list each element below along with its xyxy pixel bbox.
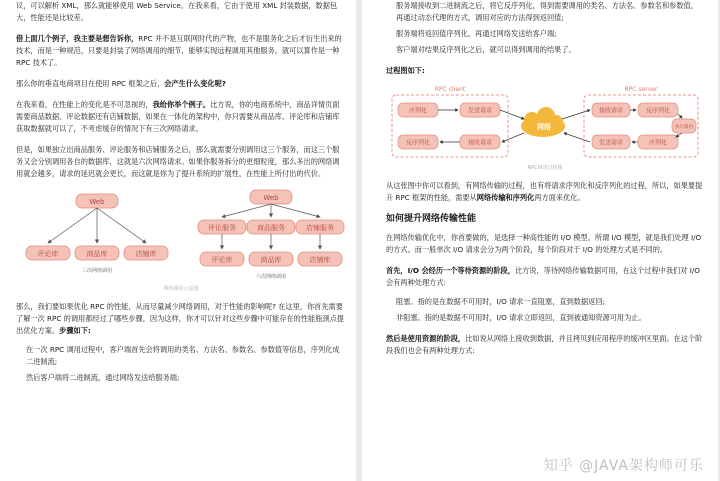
right-paragraph-4-bold: 网络传输和序列化 xyxy=(476,193,535,202)
step-4: 服务端将返回值序列化，再通过网络发送给客户端; xyxy=(396,29,557,38)
server-execute-label: 执行调用 xyxy=(675,125,693,130)
server-deserialize-label: 反序列化 xyxy=(645,107,671,115)
left-page xyxy=(0,0,356,481)
right-paragraph-5: 在网络传输优化中，你首要做的，是选择一种高性能的 I/O 模型。所谓 I/O 模型，就是我们处理 I/O 的方式。而一般单次 I/O 请求会分为两个阶段，每个阶段对于 I/O 的处理方式是不同的。 xyxy=(386,233,702,254)
left-paragraph-5: 但是，如果独立出商品服务、评论服务和店铺服务之后，那么就需要分别调用这三个服务，而这三个服务又会分别调用各自的数据库，这就是六次网络请求。如果你服务拆分的更细粒度，那么多出的网络调用就会越多，请求的延迟就会更长，而这就是你为了提升系统的扩展性，在性能上所付出的代价。 xyxy=(16,145,340,178)
right-paragraph-9 xyxy=(386,333,704,357)
right-paragraph-4-lead: 从这张图中你可以看到，有网络传输的过程，也有将请求序列化和反序列化的过程，所以，如果要提升 RPC 框架的性能，需要从 xyxy=(386,181,703,202)
db-node-comment-label: 评论库 xyxy=(37,250,59,258)
rpc-server-label: RPC server xyxy=(624,86,658,93)
right-paragraph-4 xyxy=(386,180,704,204)
left-paragraph-1: 议，可以解析 XML，那么就能够使用 Web Service。在我来看，它由于使用 XML 封装数据，数据包大，性能还是比较差。 xyxy=(16,1,338,22)
network-cloud-icon xyxy=(521,107,565,137)
left-paragraph-4-text: 比方说，你的电商系统中，商品详情页面需要商品数据、评论数据还有店铺数据，如果在一体化的架构中，你只需要从商品库、评论库和店铺库获取数据就可以了，不考虑缓存的情况下有三次网络请求。 xyxy=(16,100,340,133)
left-paragraph-4 xyxy=(16,99,346,135)
left-paragraph-2-text: RPC 并不是互联网时代的产物，也不是服务化之后才衍生出来的技术，而是一种规范，只要是封装了网络调用的细节，能够实现远程调用其他服务，就可以算作是一种 RPC 技术了。 xyxy=(16,34,342,67)
right-paragraph-6 xyxy=(386,265,704,289)
left-paragraph-3-text: 那么你的垂直电商项目在使用 RPC 框架之后， xyxy=(16,79,165,88)
left-paragraph-6-text: 那么，我们要如果优化 RPC 的性能，从而尽量减少网络调用，对于性能的影响呢? 在这里，你首先需要了解一次 RPC 的调用都经过了哪些步骤，因为这样，你才可以针对这些步骤中可能存在的性能瓶颈点提出优化方案。 xyxy=(16,302,344,335)
network-call-diagram xyxy=(16,186,346,294)
six-call-tree xyxy=(198,190,344,280)
three-call-caption: 三次网络调用 xyxy=(81,268,113,274)
right-paragraph-4-text: 两方面来优化。 xyxy=(534,193,585,202)
right-page xyxy=(362,0,718,481)
rpc-flow-diagram xyxy=(386,81,704,173)
server-receive-label: 接收请求 xyxy=(598,107,624,115)
three-call-tree xyxy=(26,194,168,274)
web-node-left-label: Web xyxy=(89,198,105,206)
db-node-shop-label: 店铺库 xyxy=(135,250,157,258)
rpc-client-label: RPC client xyxy=(434,86,466,93)
left-paragraph-6 xyxy=(16,301,346,337)
right-paragraph-9-bold: 然后是使用资源的阶段， xyxy=(386,334,466,343)
section-heading: 如何提升网络传输性能 xyxy=(386,214,477,224)
service-node-comment-label: 评论服务 xyxy=(208,224,236,232)
service-node-shop-label: 店铺服务 xyxy=(306,224,334,232)
right-paragraph-9-text: 比如说从网络上接收到数据，并且拷贝到应用程序的缓冲区里面。在这个阶段我们也会有两种处理方式: xyxy=(386,334,703,355)
left-paragraph-4-bold: 我给你举个例子。 xyxy=(152,100,211,109)
step-5: 客户端对结果反序列化之后，就可以得到调用的结果了。 xyxy=(396,45,576,54)
client-serialize-label: 序列化 xyxy=(408,107,428,115)
step-2: 然后客户端将二进制流，通过网络发送给服务端; xyxy=(26,373,180,382)
left-paragraph-3-bold: 会产生什么变化呢? xyxy=(164,79,226,88)
left-paragraph-6-bold: 步骤如下: xyxy=(59,326,91,335)
db-node-shop-right-label: 店铺库 xyxy=(309,256,331,264)
step-3: 服务端接收到二进制流之后，将它反序列化，得到需要调用的类名、方法名、参数名和参数值，再通过动态代理的方式，调用对应的方法得到返回值; xyxy=(396,1,698,22)
left-paragraph-2-bold: 借上面几个例子，我主要是想告诉你， xyxy=(16,34,139,43)
non-blocking-item: 非阻塞。指的是数据不可用时，I/O 请求立即返回，直到被通知资源可用为止。 xyxy=(396,313,646,322)
left-paragraph-2 xyxy=(16,33,346,69)
blocking-item: 阻塞。指的是在数据不可用时，I/O 请求一直阻塞，直到数据返回; xyxy=(396,297,605,306)
client-deserialize-label: 反序列化 xyxy=(405,139,431,147)
right-paragraph-6-text: 比方说，等待网络传输数据可用，在这个过程中我们对 I/O 会有两种处理方式: xyxy=(386,266,700,287)
zhihu-watermark: 知乎 @JAVA架构师可乐 xyxy=(543,458,704,474)
right-paragraph-6-bold: 首先，I/O 会经历一个等待资源的阶段， xyxy=(386,266,515,275)
server-serialize-label: 序列化 xyxy=(648,139,668,147)
network-diagram-caption: 网络调用示意图 xyxy=(163,286,199,292)
client-receive-label: 接收请求 xyxy=(467,139,493,147)
rpc-flow-caption: RPC调用过程图 xyxy=(527,165,563,171)
db-node-product-right-label: 商品库 xyxy=(260,256,282,264)
client-send-label: 发送请求 xyxy=(467,107,493,115)
service-node-product-label: 商品服务 xyxy=(257,224,285,232)
left-paragraph-3 xyxy=(16,78,346,90)
web-node-right-label: Web xyxy=(263,194,279,202)
server-send-label: 发送请求 xyxy=(598,139,624,147)
step-1: 在一次 RPC 调用过程中，客户端首先会将调用的类名、方法名、参数名、参数值等信息，序列化成二进制流; xyxy=(26,345,340,366)
network-cloud-label: 网络 xyxy=(537,123,551,131)
six-call-caption: 六次网络调用 xyxy=(255,274,287,280)
db-node-comment-right-label: 评论库 xyxy=(211,256,233,264)
process-label: 过程图如下: xyxy=(386,66,425,75)
db-node-product-label: 商品库 xyxy=(86,250,108,258)
left-paragraph-4-lead: 在我来看，在性能上的变化是不可忽视的， xyxy=(16,100,153,109)
